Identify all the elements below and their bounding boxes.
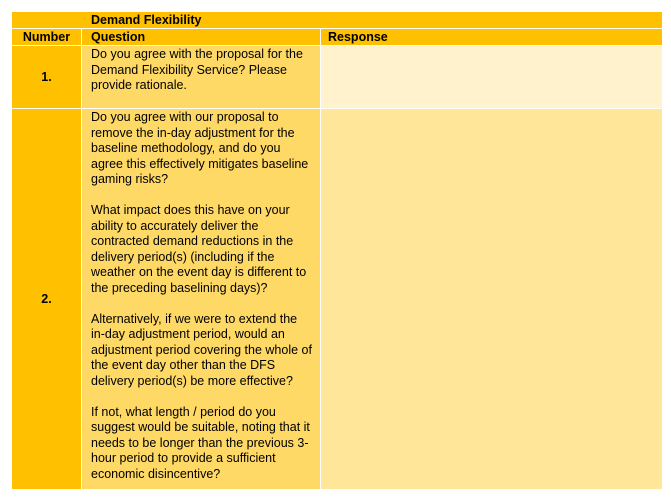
question-cell	[82, 109, 321, 489]
response-cell[interactable]	[321, 46, 662, 108]
question-text: Do you agree with the proposal for the Demand Flexibility Service? Please provide rationale.	[91, 47, 303, 92]
consultation-table	[12, 12, 662, 489]
header-response: Response	[321, 29, 662, 45]
title-spacer-cell	[12, 12, 82, 28]
response-cell[interactable]	[321, 109, 662, 489]
table-header-row	[12, 29, 662, 46]
question-cell	[82, 46, 321, 108]
table-title: Demand Flexibility	[82, 12, 662, 28]
question-text: Alternatively, if we were to extend the in-day adjustment period, would an adjustment period covering the whole of the event day other than the DFS delivery period(s) be more effective?	[91, 311, 312, 388]
row-number: 1.	[12, 46, 82, 108]
question-text: If not, what length / period do you suggest would be suitable, noting that it needs to be longer than the previous 3-hour period to provide a sufficient economic disincentive?	[91, 404, 310, 481]
question-text: Do you agree with our proposal to remove the in-day adjustment for the baseline methodology, and do you agree this effectively mitigates baseline gaming risks?	[91, 110, 309, 186]
table-title-row	[12, 12, 662, 29]
question-text: What impact does this have on your ability to accurately deliver the contracted demand reductions in the delivery period(s) (including if the weather on the event day is different to the preceding baselining days)?	[91, 203, 307, 295]
header-number: Number	[12, 29, 82, 45]
table-row	[12, 46, 662, 109]
header-question: Question	[82, 29, 321, 45]
table-row	[12, 109, 662, 489]
row-number: 2.	[12, 109, 82, 489]
